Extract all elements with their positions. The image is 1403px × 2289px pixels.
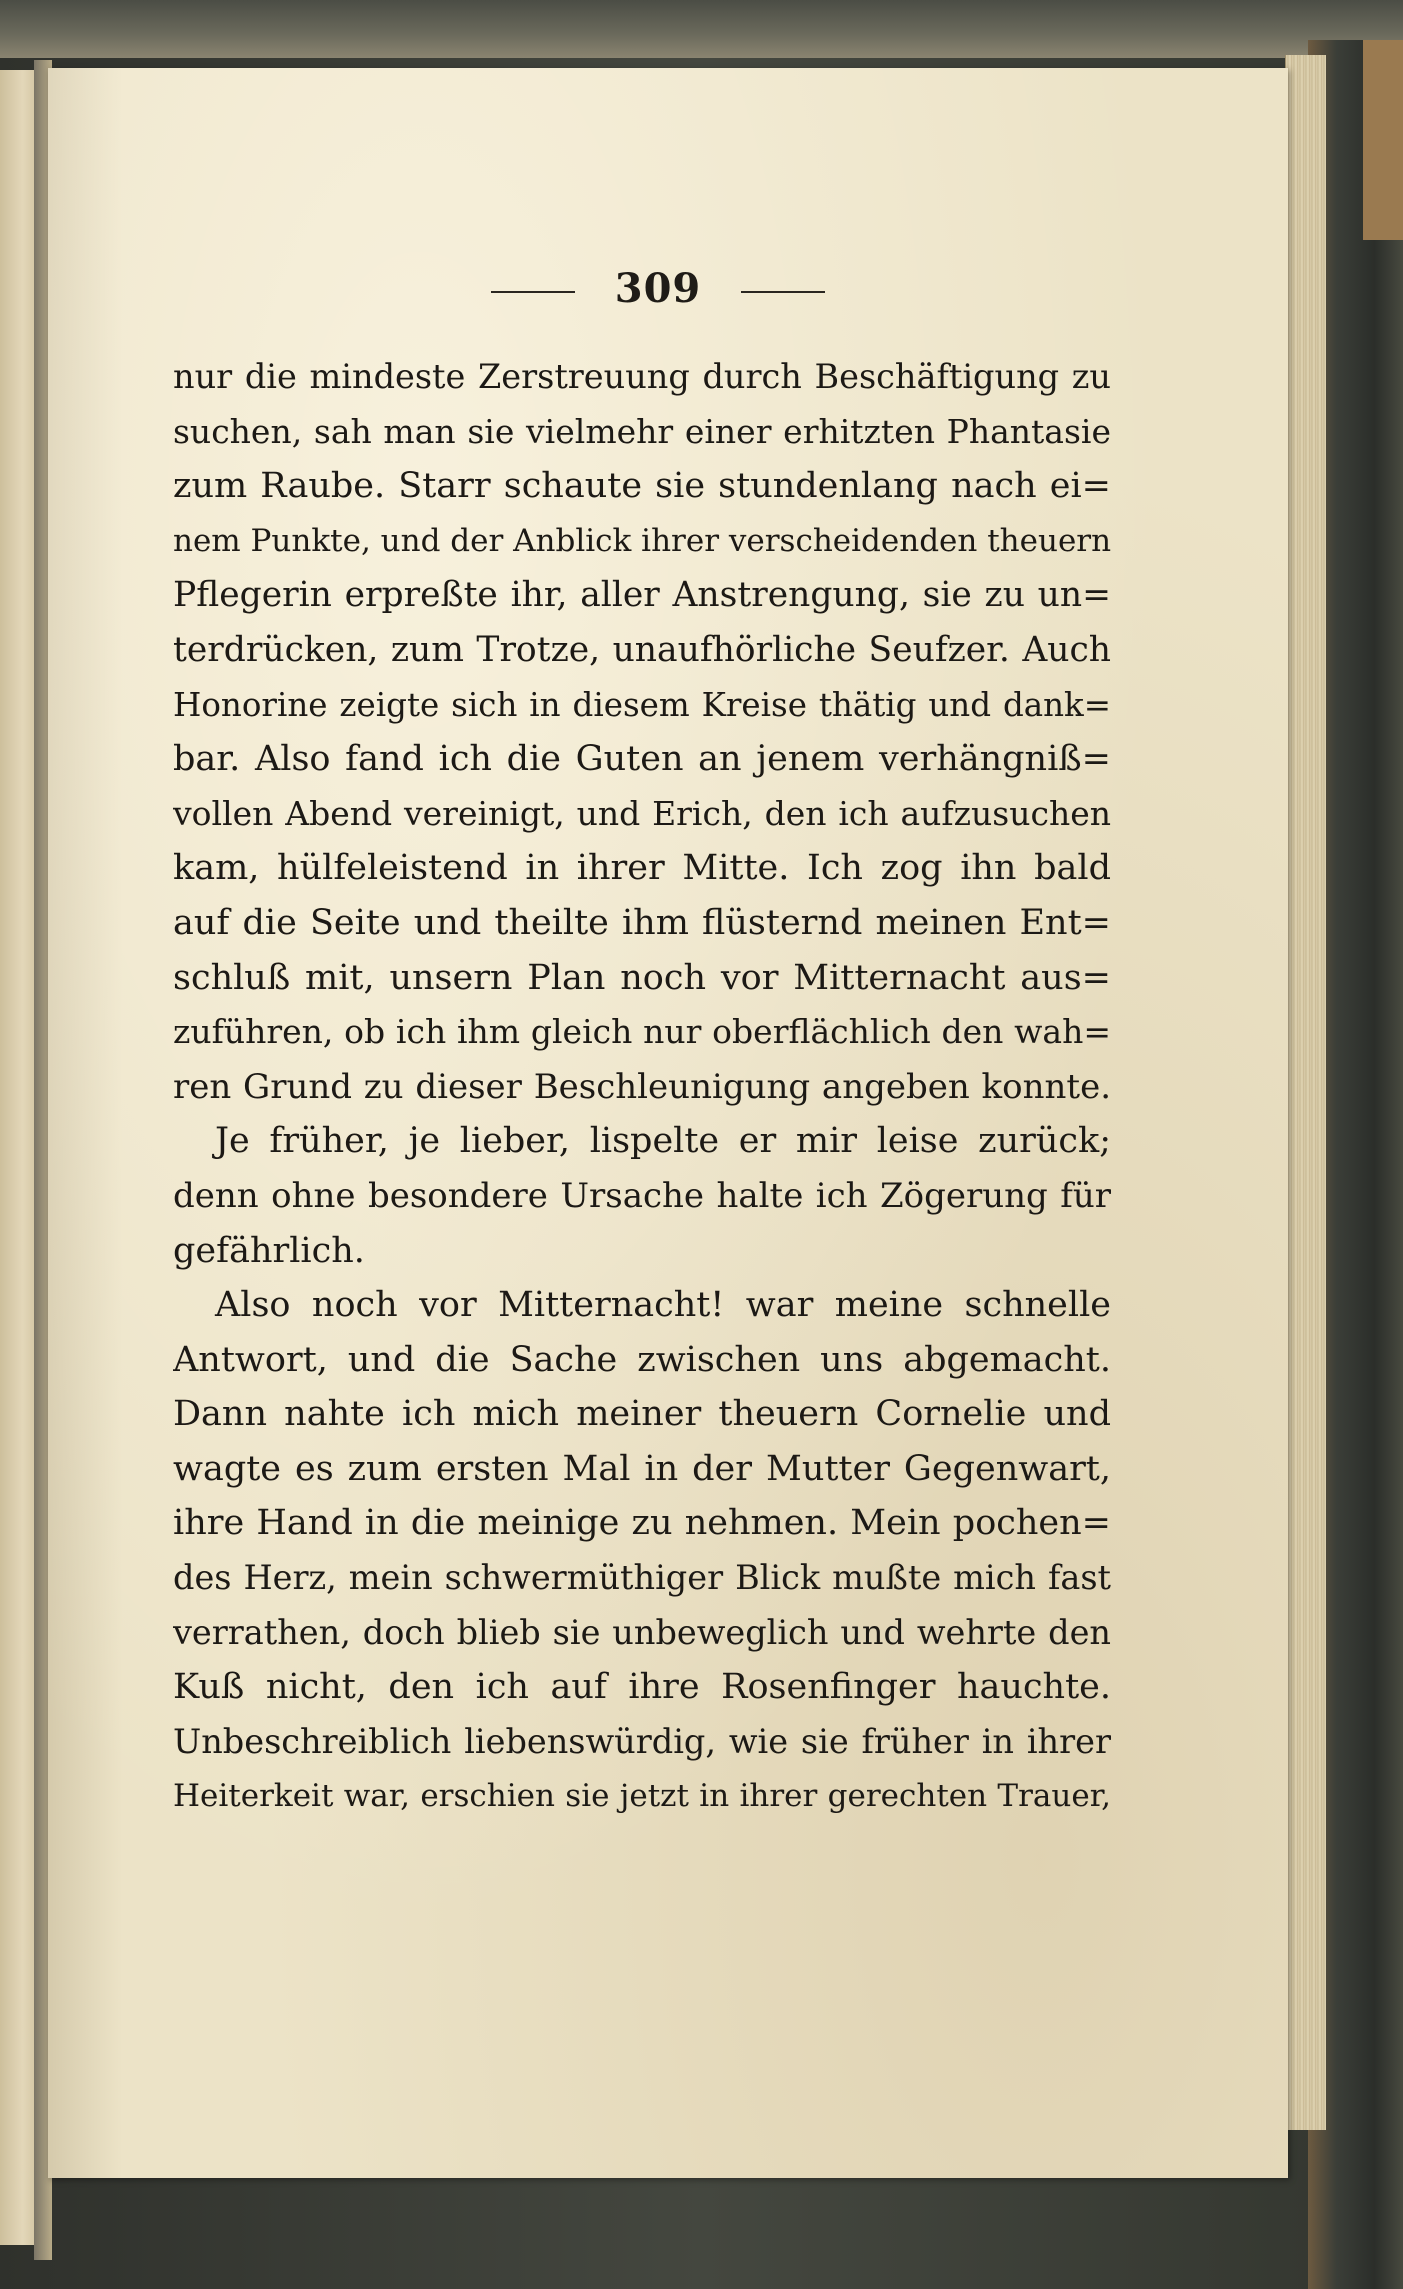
text-line: denn ohne besondere Ursache halte ich Zögerung für	[173, 1175, 1111, 1216]
text-line: verrathen, doch blieb sie unbeweglich und wehrte den	[173, 1612, 1111, 1652]
text-line: bar. Also fand ich die Guten an jenem verhängniß=	[173, 739, 1111, 780]
text-line: zuführen, ob ich ihm gleich nur oberflächlich den wah=	[173, 1012, 1111, 1052]
text-line: vollen Abend vereinigt, und Erich, den ich aufzusuchen	[173, 793, 1111, 833]
text-line: Antwort, und die Sache zwischen uns abgemacht.	[173, 1339, 1111, 1380]
page-number: 309	[614, 264, 702, 312]
text-line: ihre Hand in die meinige zu nehmen. Mein pochen=	[173, 1503, 1111, 1544]
header-rule-right	[741, 291, 825, 293]
text-line: zum Raube. Starr schaute sie stundenlang nach ei=	[173, 466, 1111, 507]
facing-page-edge	[0, 70, 38, 2245]
text-line: Kuß nicht, den ich auf ihre Rosenfinger hauchte.	[173, 1667, 1111, 1708]
text-line: Je früher, je lieber, lispelte er mir leise zurück;	[215, 1121, 1111, 1162]
text-line: schluß mit, unsern Plan noch vor Mitternacht aus=	[173, 957, 1111, 998]
worn-cover-corner	[1363, 40, 1403, 240]
text-line: ren Grund zu dieser Beschleunigung angeben konnte.	[173, 1066, 1111, 1107]
text-line: Dann nahte ich mich meiner theuern Cornelie und	[173, 1394, 1111, 1435]
book-cover-top-edge	[0, 0, 1403, 58]
text-line: wagte es zum ersten Mal in der Mutter Gegenwart,	[173, 1448, 1111, 1489]
text-line: Unbeschreiblich liebenswürdig, wie sie früher in ihrer	[173, 1721, 1111, 1761]
stacked-page-edges	[1285, 55, 1326, 2130]
book-page	[48, 68, 1288, 2178]
page-body-text	[173, 350, 1111, 1824]
page-header	[38, 258, 1278, 318]
text-line: Honorine zeigte sich in diesem Kreise thätig und dank=	[173, 685, 1111, 724]
text-line: suchen, sah man sie vielmehr einer erhitzten Phantasie	[173, 411, 1111, 451]
text-line: terdrücken, zum Trotze, unaufhörliche Seufzer. Auch	[173, 629, 1111, 670]
text-line: gefährlich.	[173, 1230, 365, 1271]
text-line: Heiterkeit war, erschien sie jetzt in ihrer gerechten Trauer,	[173, 1778, 1111, 1815]
text-line: nem Punkte, und der Anblick ihrer verscheidenden theuern	[173, 522, 1111, 559]
text-line: Also noch vor Mitternacht! war meine schnelle	[215, 1285, 1111, 1326]
header-rule-left	[491, 291, 575, 293]
text-line: des Herz, mein schwermüthiger Blick mußte mich fast	[173, 1558, 1111, 1598]
text-line: nur die mindeste Zerstreuung durch Beschäftigung zu	[173, 357, 1111, 396]
text-line: kam, hülfeleistend in ihrer Mitte. Ich zog ihn bald	[173, 848, 1111, 889]
text-line: auf die Seite und theilte ihm flüsternd meinen Ent=	[173, 902, 1111, 943]
text-line: Pflegerin erpreßte ihr, aller Anstrengung, sie zu un=	[173, 575, 1111, 616]
